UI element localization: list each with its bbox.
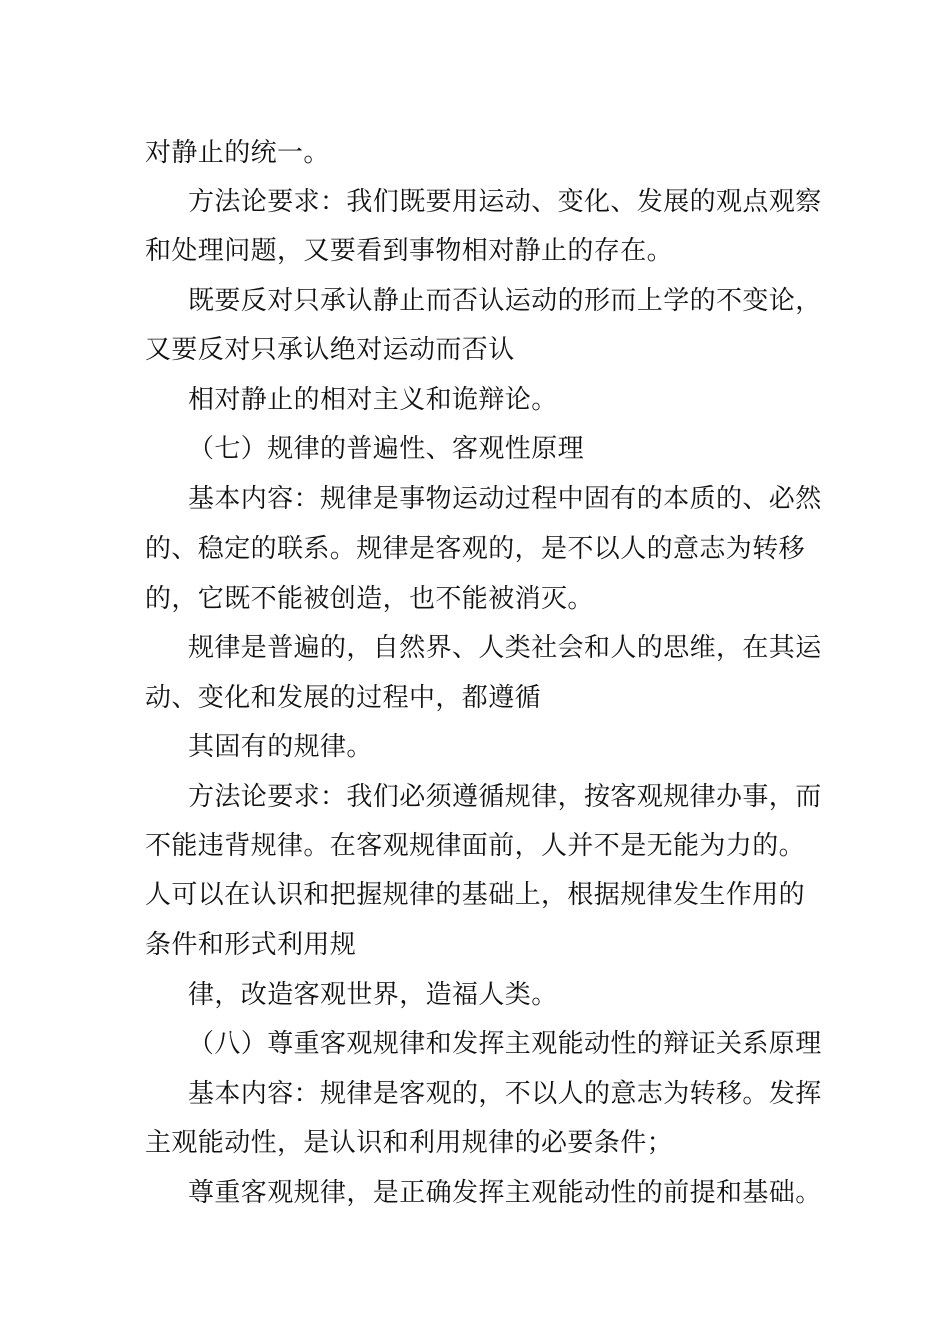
text-line: 主观能动性，是认识和利用规律的必要条件； (145, 1128, 674, 1158)
text-line: 既要反对只承认静止而否认运动的形而上学的不变论， (188, 286, 822, 316)
text-line: 尊重客观规律，是正确发挥主观能动性的前提和基础。 (188, 1178, 822, 1208)
text-line: 的、稳定的联系。规律是客观的，是不以人的意志为转移 (145, 534, 806, 564)
text-line: 律，改造客观世界，造福人类。 (188, 980, 558, 1010)
text-line: 方法论要求：我们既要用运动、变化、发展的观点观察 (188, 187, 822, 217)
text-line: 又要反对只承认绝对运动而否认 (145, 335, 515, 365)
text-line: 动、变化和发展的过程中，都遵循 (145, 683, 542, 713)
text-line: 方法论要求：我们必须遵循规律，按客观规律办事，而 (188, 782, 822, 812)
text-line: 基本内容：规律是事物运动过程中固有的本质的、必然 (188, 484, 822, 514)
text-line: 其固有的规律。 (188, 732, 373, 762)
text-line: 规律是普遍的，自然界、人类社会和人的思维，在其运 (188, 633, 822, 663)
section-heading: （七）规律的普遍性、客观性原理 (188, 434, 585, 464)
text-line: 条件和形式利用规 (145, 930, 357, 960)
text-line: 人可以在认识和把握规律的基础上，根据规律发生作用的 (145, 880, 806, 910)
text-line: 基本内容：规律是客观的，不以人的意志为转移。发挥 (188, 1079, 822, 1109)
text-line: 相对静止的相对主义和诡辩论。 (188, 385, 558, 415)
section-heading: （八）尊重客观规律和发挥主观能动性的辩证关系原理 (188, 1029, 822, 1059)
text-line: 的，它既不能被创造，也不能被消灭。 (145, 584, 594, 614)
text-line: 对静止的统一。 (145, 138, 330, 168)
text-line: 和处理问题，又要看到事物相对静止的存在。 (145, 236, 674, 266)
text-line: 不能违背规律。在客观规律面前，人并不是无能为力的。 (145, 831, 806, 861)
